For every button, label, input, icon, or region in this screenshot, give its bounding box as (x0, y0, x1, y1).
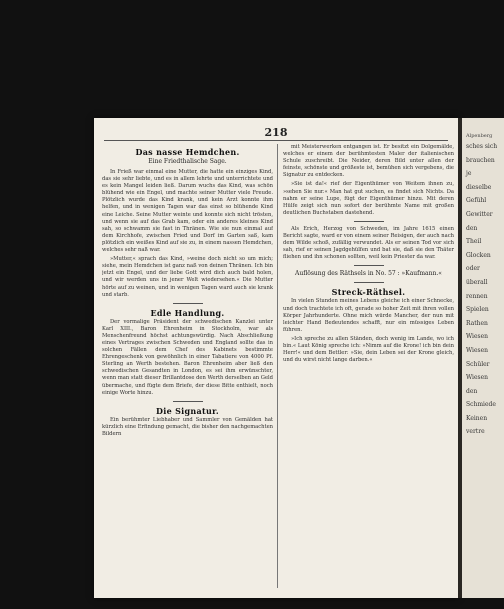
section-title-streck-raethsel: Streck-Räthsel. (331, 287, 406, 298)
section-divider (173, 303, 203, 304)
neighbor-line: Glocken (466, 251, 491, 259)
neighbor-line: Wiesen (466, 374, 489, 382)
neighbor-line: Wiesen (466, 346, 489, 354)
paragraph: Als Erich, Herzog von Schweden, im Jahre 1615 einen Bericht sagte, ward er von einem seiner Reisigen, der auch nach dem Wilde schoß, zufällig verwundet. Als er seinen Tod vor sich sah, rief er seinen Jagdgehülfen und bat sie, daß sie den Thäter fliehen und ihn schonen sollten, weil kein Priester da war. (283, 225, 454, 261)
neighbor-line: Wiesen (466, 333, 489, 341)
neighbor-line: Rathen (466, 319, 488, 327)
section-subtitle: Eine Friedthalische Sage. (148, 158, 227, 165)
paragraph: In Frieß war einmal eine Mutter, die hatte ein einziges Kind, das sie sehr liebte, und es in allem lehrte und unterrichtete und es kein Mangel leiden ließ. Darum wuchs das Kind, was schön blühend wie ein Engel, und machte seiner Mutter viele Freude. Plötzlich wurde das Kind krank, und kein Arzt konnte ihm helfen, und in wenigen Tagen war das einst so blühende Kind eine Leiche. Seine Mutter weinte und konnte sich nicht trösten, und wenn sie auf das Grab kam, oder ein anderes kleines Kind sah, so schwamm sie fast in Thränen. Wie sie nun einmal auf dem Kirchhofe, zwischen Fried und Dorf im Garten saß, kam plötzlich ein weißes Kind auf sie zu, in einem nassen Hemdchen, welches sehr naß war. (102, 169, 273, 254)
section-title-edle-handlung: Edle Handlung. (150, 307, 225, 318)
neighbor-line: rennen (466, 292, 488, 300)
section-divider (354, 221, 384, 222)
paragraph: mit Meisterwerken entgangen ist. Er besitzt ein Dolgemälde, welches er einem der berühmtesten Maler der italienischen Schule zuschreibt. Die Neider, deren Bild unter allen der feinste, schönste und größeste ist, bemühen sich vergebens, die Signatur zu entdecken. (283, 144, 454, 179)
neighbor-line: dieselbe (466, 183, 492, 191)
section-title-nasse-hemdchen: Das nasse Hemdchen. (135, 147, 240, 157)
paragraph: Ein berühmter Liebhaber und Sammler von Gemälden hat kürzlich eine Erfindung gemacht, die bisher den nachgemachten Bildern (102, 416, 273, 437)
paragraph: Der vormalige Präsident der schwedischen Kanzlei unter Karl XIII., Baron Ehrenheim in Stockholm, war als Menschenfreund höchst achtungswürdig. Nach Abschließung eines Vertrages zwischen Schweden und England sollte das in solchen Fällen dem Chef des Kabinets bestimmte Ehrengeschenk von gewöhnlich in einer Tabatiere von 4000 Pf. Sterling an Werth bestehen. Baron Ehrenheim aber ließ den schwedischen Gesandten in London, es sei ihm erwünschter, wenn man statt dieser Brillantdose den Werth derselben an Geld übermache, und fügte dem Briefe, der diese Bitte enthielt, noch einige Worte hinzu. (102, 318, 273, 396)
neighbor-line: Spielen (466, 306, 489, 314)
paragraph: »Mutter,« sprach das Kind, »weine doch nicht so um mich; siehe, mein Hemdchen ist ganz naß von deinen Thränen. Ich bin jetzt ein Engel, und der liebe Gott wird dich auch bald holen, und wir werden uns in jener Welt wiedersehen.« Die Mutter hörte auf zu weinen, und in wenigen Tagen ward auch sie krank und starb. (102, 256, 273, 298)
neighbor-line: Theil (466, 238, 482, 246)
section-divider (354, 282, 384, 283)
neighbor-line: Alpenberg (466, 133, 493, 139)
neighbor-line: Keinen (466, 414, 488, 422)
neighbor-line: Schmiede (466, 401, 496, 409)
right-column (283, 144, 454, 592)
document-page (94, 118, 458, 598)
page-number: 218 (264, 126, 288, 139)
section-divider (173, 401, 203, 402)
paragraph: »Sie ist da!« rief der Eigenthümer von Weitem ihnen zu, »sehen Sie nur.« Man hat gut suchen, es findet sich Nichts. Da nahm er seine Lupe, fügt der Eigenthümer hinzu. Mit deren Hülfe zeigt sich nun sofort der berühmte Name mit großen deutlichen Buchstaben dastehend. (283, 181, 454, 216)
paragraph: In vielen Stunden meines Lebens gleiche ich einer Schnecke, und doch trachtete ich oft, gerade so hoher Zeit mit ihren vollen Körper Jahrhunderte. Ohne mich würde Mancher, der nun mit leichter Hand Bedeutendes schafft, nur ein müssiges Leben führen. (283, 298, 454, 333)
neighbor-line: vertre (466, 428, 485, 436)
adjacent-page (462, 118, 504, 598)
neighbor-line: überall (466, 278, 488, 286)
neighbor-line: Gefühl (466, 197, 487, 205)
neighbor-line: oder (466, 265, 480, 273)
section-title-signatur: Die Signatur. (156, 405, 219, 416)
neighbor-line: Schüler (466, 360, 490, 368)
neighbor-line: brauchen (466, 156, 495, 164)
neighbor-line: den (466, 224, 478, 232)
paragraph: »Ich spreche zu allen Ständen, doch wenig im Lande, wo ich bin.« Laut König spreche ich: »Nimm auf die Krone! ich bin dein Herr!« und dem Bettler: »Sie, dein Leben sei der Krone gleich, und du wirst nicht lange darben.« (283, 335, 454, 364)
section-divider (354, 265, 384, 266)
column-divider (277, 144, 278, 588)
neighbor-line: Gewitter (466, 210, 493, 218)
neighbor-line: je (466, 170, 472, 178)
left-column (102, 144, 273, 592)
neighbor-line: sches sich (466, 143, 498, 150)
header-rule (104, 140, 448, 141)
neighbor-line: den (466, 387, 478, 395)
riddle-solution: Auflösung des Räthsels in No. 57 : »Kaufmann.« (295, 270, 442, 278)
